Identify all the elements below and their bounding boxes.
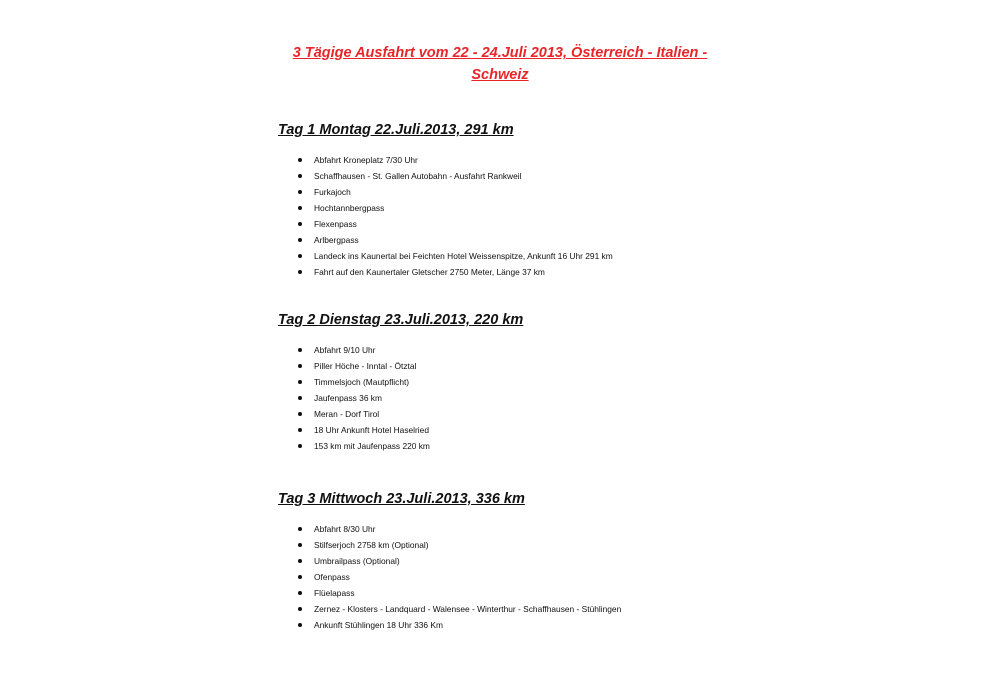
day-2-list bbox=[278, 342, 738, 454]
document-title-line-1: 3 Tägige Ausfahrt vom 22 - 24.Juli 2013, Österreich - Italien - bbox=[292, 45, 708, 61]
list-item-text: Umbrailpass (Optional) bbox=[314, 556, 400, 566]
list-item-text: Furkajoch bbox=[314, 187, 351, 197]
document-title-line-2: Schweiz bbox=[471, 67, 529, 83]
bullet-icon bbox=[298, 575, 302, 579]
list-item-text: Abfahrt 8/30 Uhr bbox=[314, 524, 376, 534]
document-title bbox=[290, 42, 710, 86]
list-item-text: Zernez - Klosters - Landquard - Walensee - Winterthur - Schaffhausen - Stühlingen bbox=[314, 604, 622, 614]
list-item bbox=[278, 617, 738, 633]
bullet-icon bbox=[298, 607, 302, 611]
bullet-icon bbox=[298, 270, 302, 274]
list-item-text: Flexenpass bbox=[314, 219, 357, 229]
day-3-heading: Tag 3 Mittwoch 23.Juli.2013, 336 km bbox=[278, 491, 525, 507]
bullet-icon bbox=[298, 364, 302, 368]
bullet-icon bbox=[298, 527, 302, 531]
bullet-icon bbox=[298, 190, 302, 194]
bullet-icon bbox=[298, 591, 302, 595]
bullet-icon bbox=[298, 543, 302, 547]
list-item-text: Ofenpass bbox=[314, 572, 350, 582]
bullet-icon bbox=[298, 206, 302, 210]
list-item-text: Abfahrt 9/10 Uhr bbox=[314, 345, 376, 355]
list-item bbox=[278, 200, 738, 216]
list-item-text: Ankunft Stühlingen 18 Uhr 336 Km bbox=[314, 620, 443, 630]
bullet-icon bbox=[298, 559, 302, 563]
day-1-section bbox=[278, 121, 738, 277]
list-item-text: Timmelsjoch (Mautpflicht) bbox=[314, 377, 410, 387]
bullet-icon bbox=[298, 348, 302, 352]
list-item bbox=[278, 232, 738, 248]
day-3-list bbox=[278, 521, 738, 633]
list-item bbox=[278, 537, 738, 553]
bullet-icon bbox=[298, 444, 302, 448]
list-item bbox=[278, 585, 738, 601]
day-1-list bbox=[278, 152, 738, 280]
day-2-section bbox=[278, 311, 738, 451]
day-2-heading: Tag 2 Dienstag 23.Juli.2013, 220 km bbox=[278, 312, 524, 328]
list-item bbox=[278, 422, 738, 438]
list-item-text: Piller Höche - Inntal - Ötztal bbox=[314, 361, 417, 371]
list-item-text: Flüelapass bbox=[314, 588, 355, 598]
list-item bbox=[278, 342, 738, 358]
list-item-text: Stilfserjoch 2758 km (Optional) bbox=[314, 540, 429, 550]
bullet-icon bbox=[298, 158, 302, 162]
day-1-heading: Tag 1 Montag 22.Juli.2013, 291 km bbox=[278, 122, 514, 138]
bullet-icon bbox=[298, 254, 302, 258]
day-3-section bbox=[278, 490, 738, 630]
list-item-text: Hochtannbergpass bbox=[314, 203, 385, 213]
bullet-icon bbox=[298, 380, 302, 384]
list-item-text: Schaffhausen - St. Gallen Autobahn - Ausfahrt Rankweil bbox=[314, 171, 522, 181]
list-item-text: 18 Uhr Ankunft Hotel Haselried bbox=[314, 425, 429, 435]
bullet-icon bbox=[298, 174, 302, 178]
list-item bbox=[278, 358, 738, 374]
bullet-icon bbox=[298, 623, 302, 627]
list-item-text: Fahrt auf den Kaunertaler Gletscher 2750 Meter, Länge 37 km bbox=[314, 267, 545, 277]
bullet-icon bbox=[298, 238, 302, 242]
list-item bbox=[278, 438, 738, 454]
list-item-text: Abfahrt Kroneplatz 7/30 Uhr bbox=[314, 155, 418, 165]
list-item bbox=[278, 184, 738, 200]
bullet-icon bbox=[298, 428, 302, 432]
list-item-text: Landeck ins Kaunertal bei Feichten Hotel Weissenspitze, Ankunft 16 Uhr 291 km bbox=[314, 251, 613, 261]
list-item bbox=[278, 390, 738, 406]
bullet-icon bbox=[298, 222, 302, 226]
list-item-text: Jaufenpass 36 km bbox=[314, 393, 382, 403]
list-item bbox=[278, 406, 738, 422]
list-item-text: Arlbergpass bbox=[314, 235, 359, 245]
list-item bbox=[278, 264, 738, 280]
list-item bbox=[278, 374, 738, 390]
list-item-text: 153 km mit Jaufenpass 220 km bbox=[314, 441, 430, 451]
list-item-text: Meran - Dorf Tirol bbox=[314, 409, 380, 419]
list-item bbox=[278, 248, 738, 264]
bullet-icon bbox=[298, 396, 302, 400]
list-item bbox=[278, 152, 738, 168]
list-item bbox=[278, 569, 738, 585]
list-item bbox=[278, 521, 738, 537]
bullet-icon bbox=[298, 412, 302, 416]
list-item bbox=[278, 601, 738, 617]
list-item bbox=[278, 168, 738, 184]
list-item bbox=[278, 553, 738, 569]
list-item bbox=[278, 216, 738, 232]
